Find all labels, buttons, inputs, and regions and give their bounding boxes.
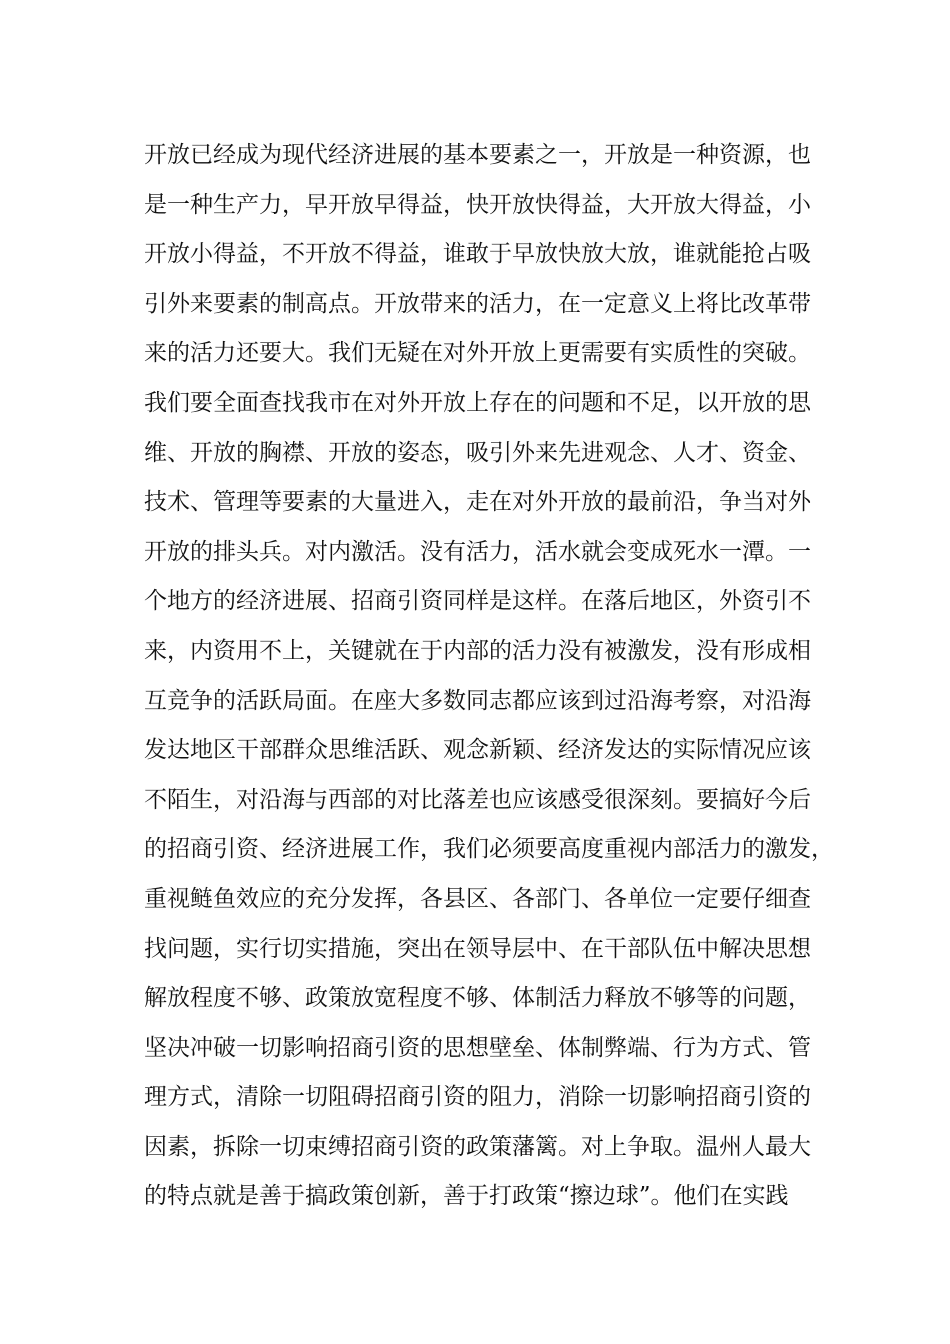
text-line-15: 的招商引资、经济进展工作，我们必须要高度重视内部活力的激发， [144, 836, 834, 863]
text-line-22: 的特点就是善于搞政策创新，善于打政策“擦边球”。他们在实践 [144, 1183, 789, 1210]
body-text [144, 131, 834, 1222]
text-line-21: 因素，拆除一切束缚招商引资的政策藩篱。对上争取。温州人最大 [144, 1133, 811, 1160]
text-line-12: 互竞争的活跃局面。在座大多数同志都应该到过沿海考察，对沿海 [144, 687, 811, 714]
text-line-8: 技术、管理等要素的大量进入，走在对外开放的最前沿，争当对外 [144, 489, 811, 516]
text-line-13: 发达地区干部群众思维活跃、观念新颖、经济发达的实际情况应该 [144, 737, 811, 764]
text-line-18: 解放程度不够、政策放宽程度不够、体制活力释放不够等的问题， [144, 985, 811, 1012]
text-line-6: 我们要全面查找我市在对外开放上存在的问题和不足，以开放的思 [144, 389, 811, 416]
text-line-3: 开放小得益，不开放不得益，谁敢于早放快放大放，谁就能抢占吸 [144, 241, 811, 268]
text-line-7: 维、开放的胸襟、开放的姿态，吸引外来先进观念、人才、资金、 [144, 439, 811, 466]
text-line-9: 开放的排头兵。对内激活。没有活力，活水就会变成死水一潭。一 [144, 538, 811, 565]
text-line-5: 来的活力还要大。我们无疑在对外开放上更需要有实质性的突破。 [144, 340, 811, 367]
text-line-17: 找问题，实行切实措施，突出在领导层中、在干部队伍中解决思想 [144, 935, 811, 962]
text-line-11: 来，内资用不上，关键就在于内部的活力没有被激发，没有形成相 [144, 637, 811, 664]
text-line-20: 理方式，清除一切阻碍招商引资的阻力，消除一切影响招商引资的 [144, 1084, 811, 1111]
text-line-19: 坚决冲破一切影响招商引资的思想壁垒、体制弊端、行为方式、管 [144, 1034, 811, 1061]
text-line-4: 引外来要素的制高点。开放带来的活力，在一定意义上将比改革带 [144, 290, 811, 317]
text-line-14: 不陌生，对沿海与西部的对比落差也应该感受很深刻。要搞好今后 [144, 786, 811, 813]
text-line-1: 开放已经成为现代经济进展的基本要素之一，开放是一种资源，也 [144, 142, 811, 168]
text-line-16: 重视鲢鱼效应的充分发挥，各县区、各部门、各单位一定要仔细查 [144, 885, 811, 912]
text-line-2: 是一种生产力，早开放早得益，快开放快得益，大开放大得益，小 [144, 191, 811, 218]
text-line-10: 个地方的经济进展、招商引资同样是这样。在落后地区，外资引不 [144, 588, 811, 615]
